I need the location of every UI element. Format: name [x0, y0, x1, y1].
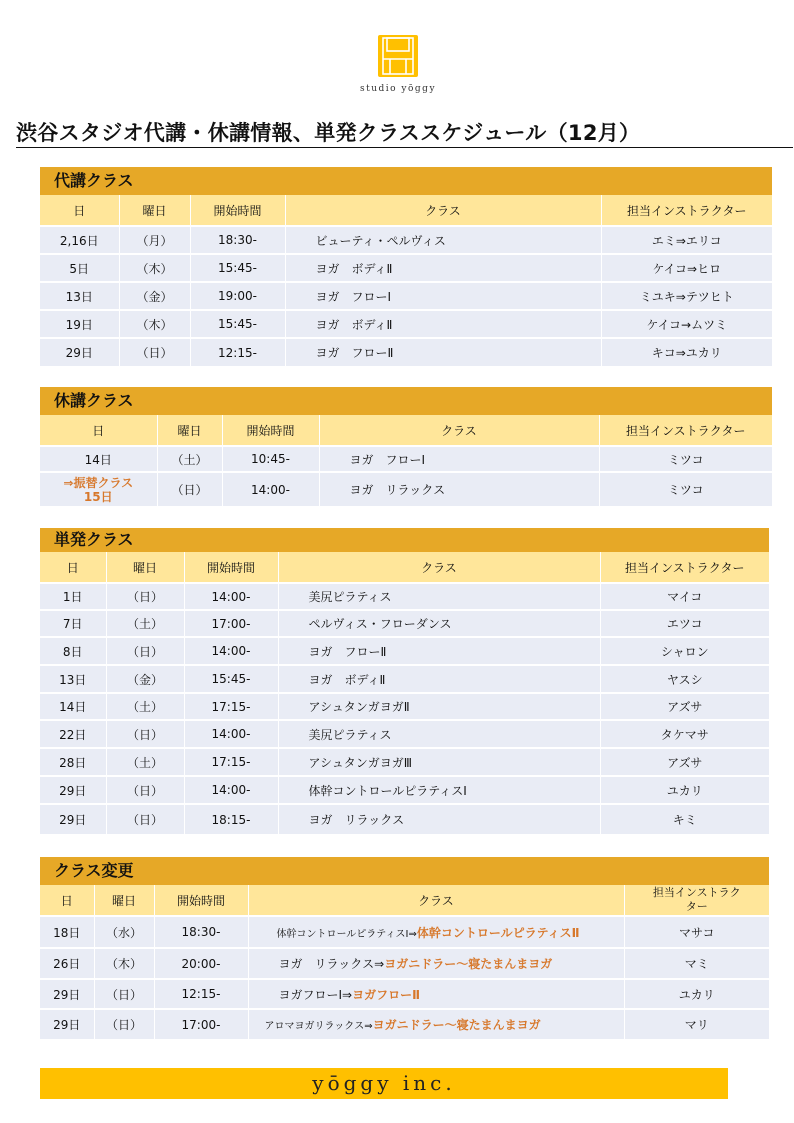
- header-weekday: 曜日: [94, 885, 154, 916]
- cell-weekday: （土）: [106, 693, 184, 720]
- table-row: [40, 446, 772, 472]
- cell-class: [248, 1009, 624, 1039]
- cell-day: 5日: [40, 254, 119, 282]
- page-title: 渋谷スタジオ代講・休講情報、単発クラススケジュール（12月）: [16, 121, 641, 145]
- new-class: ヨガニドラー～寝たまんまヨガ: [372, 1018, 541, 1032]
- cell-day: 28日: [40, 748, 106, 776]
- cell-weekday: （木）: [94, 948, 154, 979]
- cell-start-time: 10:45-: [222, 446, 319, 472]
- cell-start-time: 14:00-: [222, 472, 319, 506]
- cell-instructor: ミツコ: [599, 472, 772, 506]
- cell-start-time: 17:15-: [184, 748, 278, 776]
- cell-day: [40, 472, 157, 506]
- cell-class: ヨガ リラックス: [278, 804, 600, 834]
- cell-class: ビューティ・ペルヴィス: [285, 226, 601, 254]
- table-row: [40, 916, 769, 948]
- cell-class: アシュタンガヨガⅢ: [278, 748, 600, 776]
- cell-class: [248, 916, 624, 948]
- cell-day: 7日: [40, 610, 106, 637]
- old-class: 体幹コントロールピラティスⅠ⇒: [276, 928, 417, 940]
- cancelled-table: [40, 415, 772, 506]
- cell-class: ヨガ ボディⅡ: [285, 254, 601, 282]
- cell-instructor: マサコ: [624, 916, 769, 948]
- header-day: 日: [40, 195, 119, 226]
- cell-day: 29日: [40, 979, 94, 1009]
- cell-class: ペルヴィス・フローダンス: [278, 610, 600, 637]
- logo-caption: studio yōggy: [359, 84, 437, 94]
- table-row: [40, 226, 772, 254]
- cell-instructor: エツコ: [600, 610, 769, 637]
- header-weekday: 曜日: [106, 552, 184, 583]
- makeup-class-note: ⇒振替クラス: [63, 475, 134, 490]
- cell-day: 14日: [40, 446, 157, 472]
- header-start-time: 開始時間: [190, 195, 285, 226]
- cell-class: 美尻ピラティス: [278, 720, 600, 748]
- cell-instructor: ユカリ: [624, 979, 769, 1009]
- cell-instructor: タケマサ: [600, 720, 769, 748]
- cell-instructor: エミ⇒エリコ: [601, 226, 772, 254]
- cell-start-time: 18:30-: [154, 916, 248, 948]
- cell-weekday: （月）: [119, 226, 190, 254]
- cell-start-time: 15:45-: [190, 310, 285, 338]
- header-instructor: 担当インストラクター: [599, 415, 772, 446]
- header-weekday: 曜日: [157, 415, 222, 446]
- header-start-time: 開始時間: [154, 885, 248, 916]
- table-row: [40, 282, 772, 310]
- section-title: 単発クラス: [40, 528, 769, 552]
- table-row: [40, 583, 769, 610]
- cell-day: 22日: [40, 720, 106, 748]
- cell-instructor: マミ: [624, 948, 769, 979]
- cell-instructor: ユカリ: [600, 776, 769, 804]
- cell-class: 体幹コントロールピラティスⅠ: [278, 776, 600, 804]
- cell-day: 19日: [40, 310, 119, 338]
- old-class: ヨガフローⅠ⇒: [278, 987, 353, 1002]
- cell-start-time: 17:15-: [184, 693, 278, 720]
- table-row: [40, 610, 769, 637]
- cell-instructor: シャロン: [600, 637, 769, 665]
- cell-class: ヨガ フローⅡ: [278, 637, 600, 665]
- cell-instructor: キミ: [600, 804, 769, 834]
- header-class: クラス: [319, 415, 599, 446]
- header-start-time: 開始時間: [222, 415, 319, 446]
- cell-start-time: 14:00-: [184, 583, 278, 610]
- cell-start-time: 12:15-: [154, 979, 248, 1009]
- cell-weekday: （金）: [119, 282, 190, 310]
- cell-weekday: （土）: [106, 610, 184, 637]
- cell-day: 29日: [40, 776, 106, 804]
- cell-weekday: （木）: [119, 254, 190, 282]
- cell-instructor: マリ: [624, 1009, 769, 1039]
- table-row: [40, 748, 769, 776]
- cell-day: 29日: [40, 338, 119, 366]
- header-class: クラス: [285, 195, 601, 226]
- table-row: [40, 665, 769, 693]
- cell-class: ヨガ リラックス: [319, 472, 599, 506]
- cell-start-time: 17:00-: [154, 1009, 248, 1039]
- table-row: [40, 720, 769, 748]
- cell-weekday: （金）: [106, 665, 184, 693]
- header-class: クラス: [248, 885, 624, 916]
- table-row: [40, 472, 772, 506]
- table-row: [40, 310, 772, 338]
- cell-day: 13日: [40, 282, 119, 310]
- cell-instructor: ケイコ→ムツミ: [601, 310, 772, 338]
- table-row: [40, 979, 769, 1009]
- cell-day: 29日: [40, 1009, 94, 1039]
- cell-weekday: （日）: [106, 583, 184, 610]
- header-instructor: 担当インストラク ター: [624, 885, 769, 916]
- old-class: ヨガ リラックス⇒: [278, 957, 385, 971]
- cell-start-time: 17:00-: [184, 610, 278, 637]
- cell-day: 14日: [40, 693, 106, 720]
- cell-instructor: アズサ: [600, 693, 769, 720]
- table-row: [40, 338, 772, 366]
- cell-day: 26日: [40, 948, 94, 979]
- cell-weekday: （水）: [94, 916, 154, 948]
- cell-start-time: 12:15-: [190, 338, 285, 366]
- old-class: アロマヨガリラックス⇒: [264, 1021, 373, 1032]
- cell-day: 2,16日: [40, 226, 119, 254]
- cell-weekday: （日）: [106, 720, 184, 748]
- footer-brand: yōggy inc.: [40, 1068, 728, 1099]
- cell-weekday: （日）: [94, 979, 154, 1009]
- cell-instructor: アズサ: [600, 748, 769, 776]
- cell-weekday: （日）: [157, 472, 222, 506]
- table-row: [40, 254, 772, 282]
- cell-start-time: 15:45-: [184, 665, 278, 693]
- cancelled-section: [40, 387, 772, 506]
- cell-class: アシュタンガヨガⅡ: [278, 693, 600, 720]
- cell-day: 13日: [40, 665, 106, 693]
- section-title: 代講クラス: [40, 167, 772, 195]
- cell-instructor: ヤスシ: [600, 665, 769, 693]
- studio-yoggy-logo-icon: [378, 35, 418, 77]
- cell-weekday: （土）: [106, 748, 184, 776]
- header-day: 日: [40, 415, 157, 446]
- cell-start-time: 20:00-: [154, 948, 248, 979]
- cell-start-time: 14:00-: [184, 637, 278, 665]
- cell-weekday: （日）: [106, 776, 184, 804]
- cell-day: 29日: [40, 804, 106, 834]
- header-instructor: 担当インストラクター: [600, 552, 769, 583]
- header-start-time: 開始時間: [184, 552, 278, 583]
- header-weekday: 曜日: [119, 195, 190, 226]
- cell-class: [248, 948, 624, 979]
- substitute-table: [40, 195, 772, 366]
- cell-day: 8日: [40, 637, 106, 665]
- cell-weekday: （土）: [157, 446, 222, 472]
- cell-instructor: マイコ: [600, 583, 769, 610]
- header-day: 日: [40, 552, 106, 583]
- cell-class: ヨガ フローⅠ: [285, 282, 601, 310]
- class-change-section: [40, 857, 769, 1039]
- cell-instructor: ケイコ⇒ヒロ: [601, 254, 772, 282]
- single-class-table: [40, 552, 769, 834]
- cell-weekday: （日）: [106, 804, 184, 834]
- cell-instructor: ミツコ: [599, 446, 772, 472]
- cell-class: ヨガ フローⅡ: [285, 338, 601, 366]
- table-row: [40, 693, 769, 720]
- cell-start-time: 15:45-: [190, 254, 285, 282]
- title-underline: [16, 147, 793, 148]
- cell-start-time: 18:15-: [184, 804, 278, 834]
- cell-weekday: （木）: [119, 310, 190, 338]
- table-row: [40, 776, 769, 804]
- cell-start-time: 14:00-: [184, 720, 278, 748]
- cell-class: ヨガ フローⅠ: [319, 446, 599, 472]
- section-title: 休講クラス: [40, 387, 772, 415]
- header-day: 日: [40, 885, 94, 916]
- table-row: [40, 1009, 769, 1039]
- cell-weekday: （日）: [119, 338, 190, 366]
- class-change-table: [40, 885, 769, 1039]
- new-class: 体幹コントロールピラティスⅡ: [416, 925, 580, 940]
- cell-weekday: （日）: [106, 637, 184, 665]
- cell-class: ヨガ ボディⅡ: [285, 310, 601, 338]
- new-class: ヨガフローⅡ: [352, 987, 421, 1002]
- new-class: ヨガニドラー～寝たまんまヨガ: [384, 957, 553, 971]
- cell-start-time: 19:00-: [190, 282, 285, 310]
- single-class-section: [40, 528, 769, 834]
- cell-class: 美尻ピラティス: [278, 583, 600, 610]
- header-instructor: 担当インストラクター: [601, 195, 772, 226]
- makeup-class-day: 15日: [83, 489, 113, 504]
- section-title: クラス変更: [40, 857, 769, 885]
- table-row: [40, 948, 769, 979]
- table-row: [40, 804, 769, 834]
- cell-instructor: キコ⇒ユカリ: [601, 338, 772, 366]
- header-class: クラス: [278, 552, 600, 583]
- substitute-section: [40, 167, 772, 366]
- cell-class: [248, 979, 624, 1009]
- cell-start-time: 14:00-: [184, 776, 278, 804]
- cell-day: 18日: [40, 916, 94, 948]
- table-row: [40, 637, 769, 665]
- cell-start-time: 18:30-: [190, 226, 285, 254]
- cell-class: ヨガ ボディⅡ: [278, 665, 600, 693]
- cell-day: 1日: [40, 583, 106, 610]
- cell-weekday: （日）: [94, 1009, 154, 1039]
- cell-instructor: ミユキ⇒テツヒト: [601, 282, 772, 310]
